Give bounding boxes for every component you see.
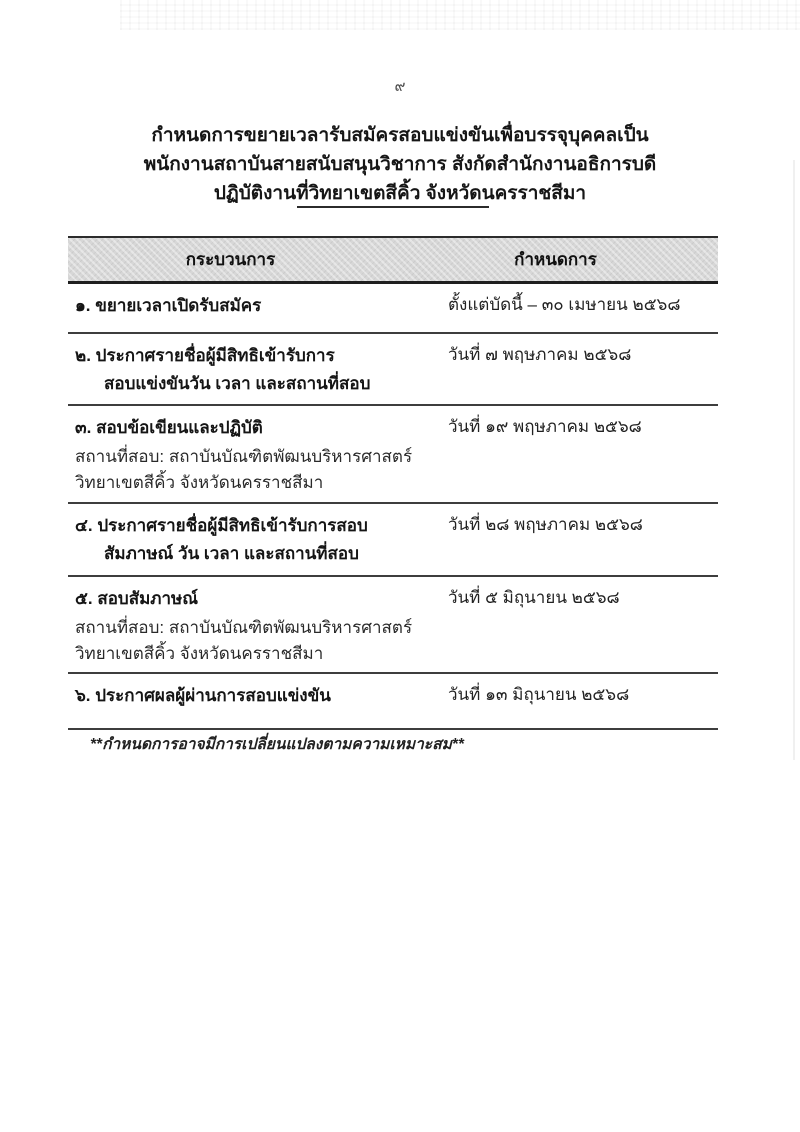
table-row bbox=[68, 284, 718, 334]
title-underline bbox=[297, 206, 489, 208]
process-title: ๕. สอบสัมภาษณ์ bbox=[75, 589, 199, 608]
process-title: ๔. ประกาศรายชื่อผู้มีสิทธิเข้ารับการสอบ bbox=[75, 516, 368, 535]
process-cell bbox=[68, 334, 448, 404]
document-title bbox=[0, 121, 800, 208]
process-title: ๒. ประกาศรายชื่อผู้มีสิทธิเข้ารับการ bbox=[75, 346, 335, 365]
schedule-cell: วันที่ ๒๘ พฤษภาคม ๒๕๖๘ bbox=[448, 515, 643, 534]
process-cell bbox=[68, 406, 448, 502]
schedule-cell: วันที่ ๗ พฤษภาคม ๒๕๖๘ bbox=[448, 345, 632, 364]
table-row bbox=[68, 334, 718, 406]
process-title-continuation: สัมภาษณ์ วัน เวลา และสถานที่สอบ bbox=[104, 544, 359, 563]
schedule-cell: วันที่ ๑๓ มิถุนายน ๒๕๖๘ bbox=[448, 685, 630, 704]
footnote: **กำหนดการอาจมีการเปลี่ยนแปลงตามความเหมาะสม** bbox=[90, 736, 464, 753]
process-cell bbox=[68, 284, 448, 332]
process-title: ๑. ขยายเวลาเปิดรับสมัคร bbox=[75, 296, 262, 315]
schedule-cell: ตั้งแต่บัดนี้ – ๓๐ เมษายน ๒๕๖๘ bbox=[448, 295, 681, 314]
process-cell bbox=[68, 577, 448, 672]
header-cell-process: กระบวนการ bbox=[185, 250, 276, 269]
location-note-line1: สถานที่สอบ: สถาบันบัณฑิตพัฒนบริหารศาสตร์ bbox=[75, 618, 413, 637]
table-row bbox=[68, 406, 718, 504]
title-line-1: กำหนดการขยายเวลารับสมัครสอบแข่งขันเพื่อบรรจุบุคคลเป็น bbox=[151, 125, 649, 146]
process-title: ๖. ประกาศผลผู้ผ่านการสอบแข่งขัน bbox=[75, 686, 331, 705]
process-cell bbox=[68, 674, 448, 728]
scan-noise-artifact bbox=[120, 0, 800, 30]
table-row bbox=[68, 504, 718, 577]
process-title: ๓. สอบข้อเขียนและปฏิบัติ bbox=[75, 418, 263, 437]
header-cell-schedule: กำหนดการ bbox=[514, 250, 597, 269]
schedule-cell: วันที่ ๑๙ พฤษภาคม ๒๕๖๘ bbox=[448, 417, 642, 436]
title-line-2: พนักงานสถาบันสายสนับสนุนวิชาการ สังกัดสำนักงานอธิการบดี bbox=[143, 154, 657, 175]
page-number: ๙ bbox=[394, 78, 406, 95]
scan-edge-artifact bbox=[793, 160, 795, 760]
schedule-table bbox=[68, 236, 718, 730]
location-note-line1: สถานที่สอบ: สถาบันบัณฑิตพัฒนบริหารศาสตร์ bbox=[75, 447, 413, 466]
location-note-line2: วิทยาเขตสีคิ้ว จังหวัดนครราชสีมา bbox=[75, 473, 324, 492]
process-cell bbox=[68, 504, 448, 575]
table-row bbox=[68, 674, 718, 730]
table-header-row bbox=[68, 236, 718, 284]
process-title-continuation: สอบแข่งขันวัน เวลา และสถานที่สอบ bbox=[104, 374, 371, 393]
table-row bbox=[68, 577, 718, 674]
schedule-cell: วันที่ ๕ มิถุนายน ๒๕๖๘ bbox=[448, 588, 620, 607]
title-line-3: ปฏิบัติงานที่วิทยาเขตสีคิ้ว จังหวัดนครราชสีมา bbox=[213, 183, 587, 204]
location-note-line2: วิทยาเขตสีคิ้ว จังหวัดนครราชสีมา bbox=[75, 644, 324, 663]
